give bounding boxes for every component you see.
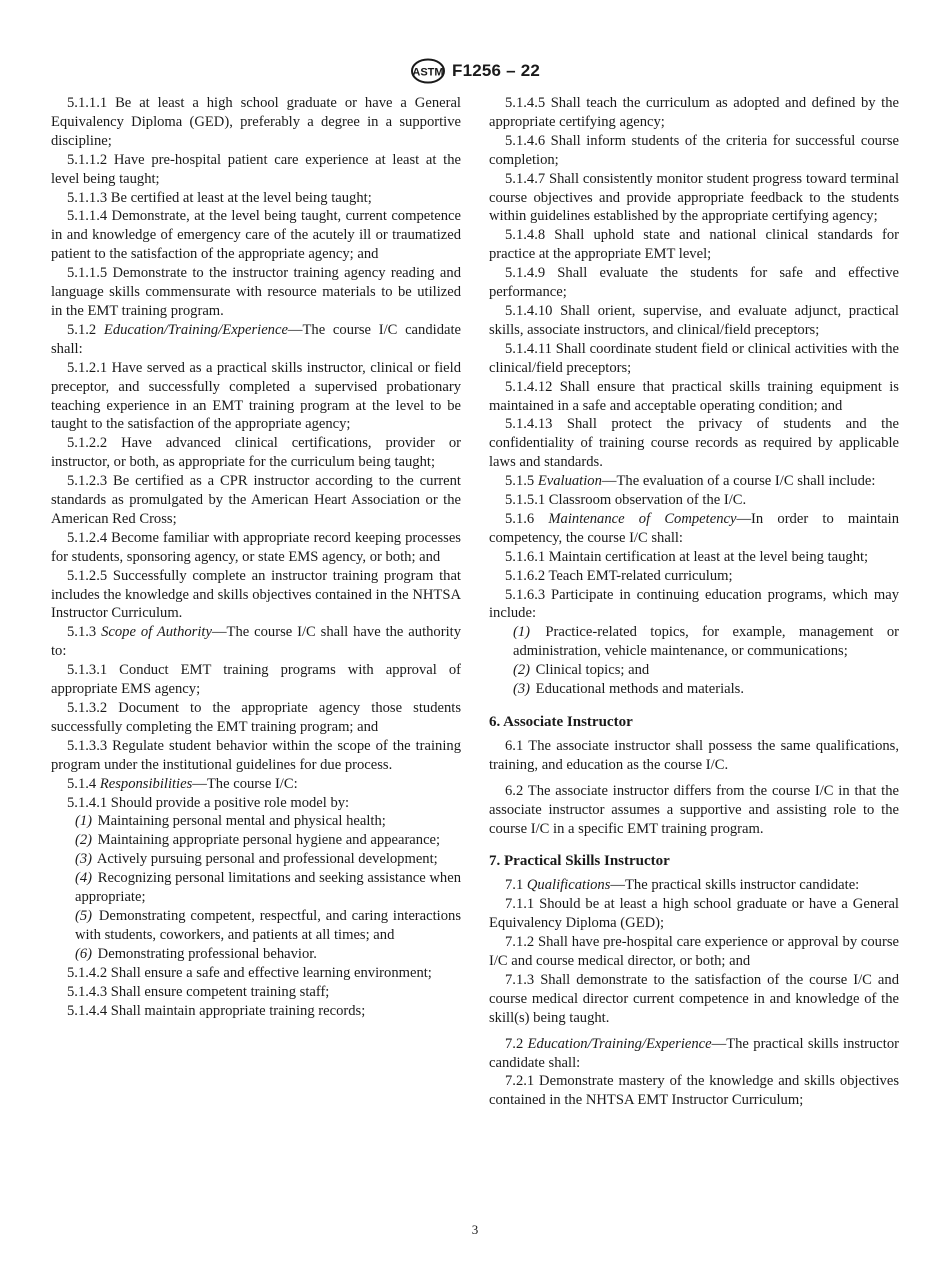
page-number: 3 xyxy=(471,1222,479,1237)
list-item xyxy=(51,907,461,945)
paragraph: 5.1.4.11 Shall coordinate student field or clinical activities with the clinical/field preceptors; xyxy=(489,340,899,376)
subsection-number: 5.1.2 xyxy=(67,321,104,338)
paragraph: 5.1.3.3 Regulate student behavior within the scope of the training program under the institutional guidelines for due process. xyxy=(51,737,461,773)
paragraph: 7.1.2 Shall have pre-hospital care experience or approval by course I/C and course medical director, or both; and xyxy=(489,934,899,969)
subsection-number: 5.1.5 xyxy=(505,473,538,490)
list-item-text: Maintaining personal mental and physical health; xyxy=(94,813,386,830)
list-item-text: Maintaining appropriate personal hygiene and appearance; xyxy=(94,832,441,849)
paragraph: 5.1.2.5 Successfully complete an instructor training program that includes the knowledge and skills objectives contained in the NHTSA Instructor Curriculum. xyxy=(51,567,461,622)
paragraph: 5.1.4.5 Shall teach the curriculum as adopted and defined by the appropriate certifying agency; xyxy=(489,95,899,130)
subsection-text: —The practical skills instructor candidate shall: xyxy=(489,1035,899,1071)
left-column xyxy=(51,94,461,1020)
list-item-number: (3) xyxy=(75,851,93,868)
list-item xyxy=(51,869,461,907)
list-item xyxy=(489,661,899,680)
paragraph: 6.2 The associate instructor differs from the course I/C in that the associate instructor assumes a supportive and assisting role to the course I/C in a specific EMT training program. xyxy=(489,782,899,837)
list-item-number: (3) xyxy=(513,681,531,698)
right-column xyxy=(489,94,899,1110)
paragraph: 5.1.2.3 Be certified as a CPR instructor according to the current standards as promulgated by the American Heart Association or the American Red Cross; xyxy=(51,473,461,527)
list-item xyxy=(51,850,461,869)
list-item xyxy=(51,812,461,831)
subsection-number: 5.1.6 xyxy=(505,510,549,527)
list-item-text: Demonstrating professional behavior. xyxy=(94,945,317,962)
paragraph: 5.1.4.8 Shall uphold state and national clinical standards for practice at the appropriate EMT level; xyxy=(489,227,899,263)
list-item-number: (2) xyxy=(75,832,93,849)
paragraph: 5.1.1.2 Have pre-hospital patient care experience at least at the level being taught; xyxy=(51,151,461,187)
paragraph: 5.1.1.4 Demonstrate, at the level being taught, current competence in and knowledge of emergency care of the acutely ill or traumatized patient to the satisfaction of the appropriate agency; and xyxy=(51,208,461,263)
subsection-number: 5.1.4 xyxy=(67,775,100,792)
list-item-number: (6) xyxy=(75,945,93,962)
paragraph: 5.1.4.3 Shall ensure competent training staff; xyxy=(67,983,330,1000)
paragraph: 5.1.4.1 Should provide a positive role model by: xyxy=(67,794,350,811)
paragraph: 5.1.4.2 Shall ensure a safe and effective learning environment; xyxy=(67,964,432,981)
paragraph: 5.1.4.6 Shall inform students of the criteria for successful course completion; xyxy=(489,132,899,168)
subsection-paragraph xyxy=(489,1035,899,1073)
list-item-number: (5) xyxy=(75,907,93,924)
subsection-text: —In order to maintain competency, the course I/C shall: xyxy=(489,510,899,546)
subsection-text: —The evaluation of a course I/C shall include: xyxy=(601,473,876,490)
paragraph: 5.1.4.4 Shall maintain appropriate training records; xyxy=(67,1002,366,1019)
subsection-text: —The course I/C: xyxy=(192,775,298,792)
list-item-number: (2) xyxy=(513,662,531,679)
paragraph: 5.1.1.5 Demonstrate to the instructor training agency reading and language skills commensurate with resource materials to be utilized in the EMT training program. xyxy=(51,265,461,319)
subsection-title: Education/Training/Experience xyxy=(527,1035,712,1052)
paragraph: 5.1.4.13 Shall protect the privacy of students and the confidentiality of training course records as required by applicable laws and standards. xyxy=(489,416,899,471)
list-item-text: Practice-related topics, for example, management or administration, vehicle maintenance, or communications; xyxy=(513,624,899,660)
subsection-paragraph xyxy=(51,321,461,359)
subsection-text: —The practical skills instructor candidate: xyxy=(610,877,860,894)
subsection-text: —The course I/C shall have the authority to: xyxy=(51,624,461,660)
paragraph: 7.2.1 Demonstrate mastery of the knowledge and skills objectives contained in the NHTSA EMT Instructor Curriculum; xyxy=(489,1073,899,1109)
paragraph: 5.1.3.1 Conduct EMT training programs with approval of appropriate EMS agency; xyxy=(51,662,461,698)
paragraph: 5.1.1.1 Be at least a high school graduate or have a General Equivalency Diploma (GED), preferably a degree in a supportive discipline; xyxy=(51,95,461,149)
subsection-title: Responsibilities xyxy=(99,775,193,792)
subsection-title: Qualifications xyxy=(526,877,611,894)
list-item-number: (4) xyxy=(75,870,93,887)
list-item xyxy=(51,831,461,850)
subsection-number: 5.1.3 xyxy=(67,624,102,641)
paragraph: 5.1.6.2 Teach EMT-related curriculum; xyxy=(505,567,733,584)
section-heading: 6. Associate Instructor xyxy=(489,714,633,730)
section-heading: 7. Practical Skills Instructor xyxy=(489,853,670,870)
paragraph: 5.1.6.3 Participate in continuing education programs, which may include: xyxy=(489,586,899,622)
list-item-number: (1) xyxy=(75,813,93,830)
list-item xyxy=(489,623,899,661)
document-id: F1256 – 22 xyxy=(451,61,540,80)
logo-text: ASTM xyxy=(412,66,444,79)
list-item-text: Demonstrating competent, respectful, and caring interactions with students, coworkers, and patients at all times; and xyxy=(75,907,461,943)
subsection-paragraph xyxy=(489,472,899,491)
list-item-text: Clinical topics; and xyxy=(532,662,650,679)
paragraph: 5.1.5.1 Classroom observation of the I/C. xyxy=(505,492,747,509)
subsection-paragraph xyxy=(489,510,899,548)
list-item xyxy=(51,945,461,964)
paragraph: 5.1.6.1 Maintain certification at least at the level being taught; xyxy=(505,548,869,565)
subsection-number: 7.1 xyxy=(505,877,527,894)
paragraph: 5.1.3.2 Document to the appropriate agency those students successfully completing the EMT training program; and xyxy=(51,700,461,735)
subsection-title: Evaluation xyxy=(537,473,602,490)
subsection-number: 7.2 xyxy=(505,1035,528,1052)
paragraph: 6.1 The associate instructor shall possess the same qualifications, training, and education as the course I/C. xyxy=(489,737,899,773)
paragraph: 5.1.2.4 Become familiar with appropriate record keeping processes for students, sponsoring agency, or state EMS agency, or both; and xyxy=(51,529,461,565)
paragraph: 5.1.2.2 Have advanced clinical certifications, provider or instructor, or both, as appropriate for the curriculum being taught; xyxy=(51,435,461,471)
subsection-paragraph xyxy=(489,876,899,895)
subsection-title: Scope of Authority xyxy=(101,624,212,641)
astm-logo-icon xyxy=(410,58,446,84)
paragraph: 5.1.2.1 Have served as a practical skills instructor, clinical or field preceptor, and successfully completed a supervised probationary teaching experience in an EMT training program at the level to be taught to the satisfaction of the appropriate agency; xyxy=(51,359,461,433)
paragraph: 7.1.1 Should be at least a high school graduate or have a General Equivalency Diploma (GED); xyxy=(489,896,899,932)
list-item xyxy=(489,680,899,699)
paragraph: 7.1.3 Shall demonstrate to the satisfaction of the course I/C and course medical director current competence in and knowledge of the skill(s) being taught. xyxy=(489,971,899,1026)
paragraph: 5.1.4.12 Shall ensure that practical skills training equipment is maintained in a safe and acceptable operating condition; and xyxy=(489,378,899,414)
list-item-text: Educational methods and materials. xyxy=(532,681,744,698)
paragraph: 5.1.4.10 Shall orient, supervise, and evaluate adjunct, practical skills, associate instructors, and clinical/field preceptors; xyxy=(489,302,899,338)
subsection-text: —The course I/C candidate shall: xyxy=(51,321,461,357)
paragraph: 5.1.4.9 Shall evaluate the students for safe and effective performance; xyxy=(489,265,899,301)
paragraph: 5.1.4.7 Shall consistently monitor student progress toward terminal course objectives and provide appropriate feedback to the students within guidelines established by the appropriate certifying agency; xyxy=(489,170,899,225)
list-item-text: Actively pursuing personal and professional development; xyxy=(94,851,438,868)
subsection-title: Education/Training/Experience xyxy=(103,321,288,338)
list-item-text: Recognizing personal limitations and seeking assistance when appropriate; xyxy=(75,870,461,906)
paragraph: 5.1.1.3 Be certified at least at the level being taught; xyxy=(67,189,372,206)
subsection-title: Maintenance of Competency xyxy=(548,510,737,527)
list-item-number: (1) xyxy=(513,624,531,641)
page-header xyxy=(0,56,950,86)
subsection-paragraph xyxy=(51,775,461,794)
subsection-paragraph xyxy=(51,623,461,661)
